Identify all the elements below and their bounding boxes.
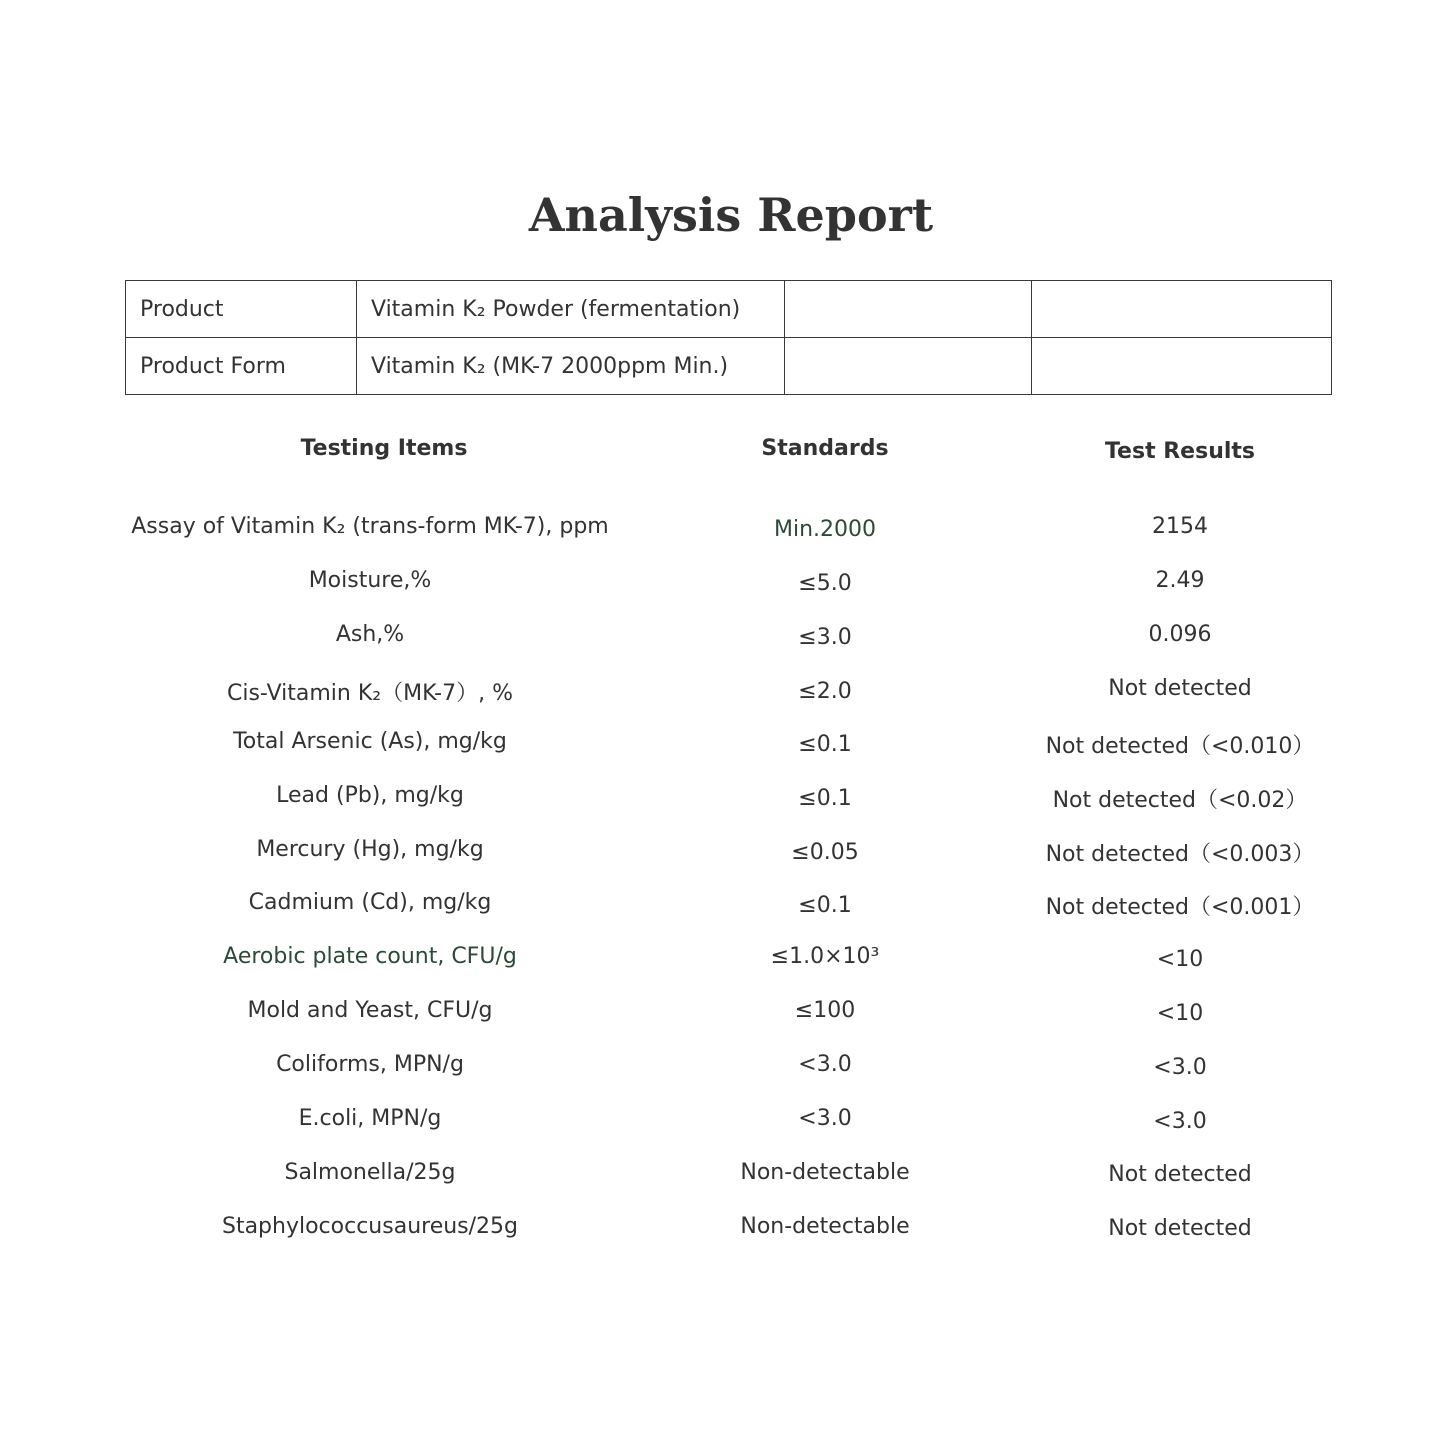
standard-value: ≤0.1 (798, 786, 852, 811)
test-result: Not detected (1108, 1162, 1252, 1187)
testing-item: Staphylococcusaureus/25g (221, 1214, 519, 1239)
product-label: Product (126, 281, 357, 338)
table-row (0, 944, 1445, 984)
table-row (0, 1106, 1445, 1146)
test-result: 2.49 (1155, 568, 1205, 593)
standard-value: ≤0.1 (798, 893, 852, 918)
standard-value: <3.0 (798, 1052, 852, 1077)
testing-item: Lead (Pb), mg/kg (276, 783, 464, 808)
product-value: Vitamin K₂ Powder (fermentation) (357, 281, 785, 338)
testing-item: Mold and Yeast, CFU/g (247, 998, 493, 1023)
product-form-label: Product Form (126, 338, 357, 395)
test-result: <10 (1156, 947, 1204, 972)
testing-item: Mercury (Hg), mg/kg (256, 837, 484, 862)
test-result: Not detected（<0.001） (1045, 895, 1315, 920)
testing-item: Ash,% (335, 622, 405, 647)
product-extra-2 (1032, 281, 1332, 338)
standard-value: ≤3.0 (798, 625, 852, 650)
test-result: <10 (1156, 1001, 1204, 1026)
testing-item: Aerobic plate count, CFU/g (223, 944, 517, 969)
standard-value: ≤2.0 (798, 679, 852, 704)
standard-value: ≤0.1 (798, 732, 852, 757)
test-result: 0.096 (1148, 622, 1212, 647)
table-row (0, 837, 1445, 877)
product-form-row (126, 338, 1332, 395)
table-row (0, 568, 1445, 608)
table-row (0, 998, 1445, 1038)
testing-item: E.coli, MPN/g (298, 1106, 442, 1131)
table-row (0, 1160, 1445, 1200)
test-result: 2154 (1152, 514, 1208, 539)
standard-value: Non-detectable (740, 1214, 910, 1239)
table-row (0, 676, 1445, 716)
test-result: <3.0 (1153, 1109, 1207, 1134)
standard-value: Non-detectable (740, 1160, 910, 1185)
standard-value: ≤0.05 (791, 840, 859, 865)
standard-value: ≤5.0 (798, 571, 852, 596)
standard-value: Min.2000 (773, 517, 877, 542)
table-row (0, 890, 1445, 930)
testing-item: Total Arsenic (As), mg/kg (233, 729, 507, 754)
testing-item: Assay of Vitamin K₂ (trans-form MK-7), ppm (131, 514, 609, 539)
standard-value: <3.0 (798, 1106, 852, 1131)
standard-value: ≤100 (794, 998, 856, 1023)
column-header-testing-items: Testing Items (300, 436, 468, 461)
testing-item: Salmonella/25g (284, 1160, 456, 1185)
product-row (126, 281, 1332, 338)
product-form-value: Vitamin K₂ (MK-7 2000ppm Min.) (357, 338, 785, 395)
test-result: Not detected (1108, 1216, 1252, 1241)
product-info-table (125, 280, 1332, 395)
table-row (0, 783, 1445, 823)
table-row (0, 514, 1445, 554)
test-result: Not detected（<0.02） (1052, 788, 1308, 813)
testing-item: Cis-Vitamin K₂（MK-7）, % (226, 681, 514, 706)
table-row (0, 729, 1445, 769)
page-title: Analysis Report (528, 188, 934, 242)
test-result: Not detected（<0.003） (1045, 842, 1315, 867)
product-extra-1 (785, 281, 1032, 338)
table-row (0, 1214, 1445, 1254)
table-row (0, 622, 1445, 662)
testing-item: Cadmium (Cd), mg/kg (248, 890, 492, 915)
product-form-extra-1 (785, 338, 1032, 395)
testing-item: Coliforms, MPN/g (276, 1052, 464, 1077)
table-row (0, 1052, 1445, 1092)
testing-item: Moisture,% (308, 568, 432, 593)
column-header-test-results: Test Results (1104, 439, 1256, 464)
test-result: <3.0 (1153, 1055, 1207, 1080)
test-result: Not detected (1108, 676, 1252, 701)
test-result: Not detected（<0.010） (1045, 734, 1315, 759)
standard-value: ≤1.0×10³ (770, 944, 880, 969)
product-form-extra-2 (1032, 338, 1332, 395)
column-header-standards: Standards (761, 436, 889, 461)
